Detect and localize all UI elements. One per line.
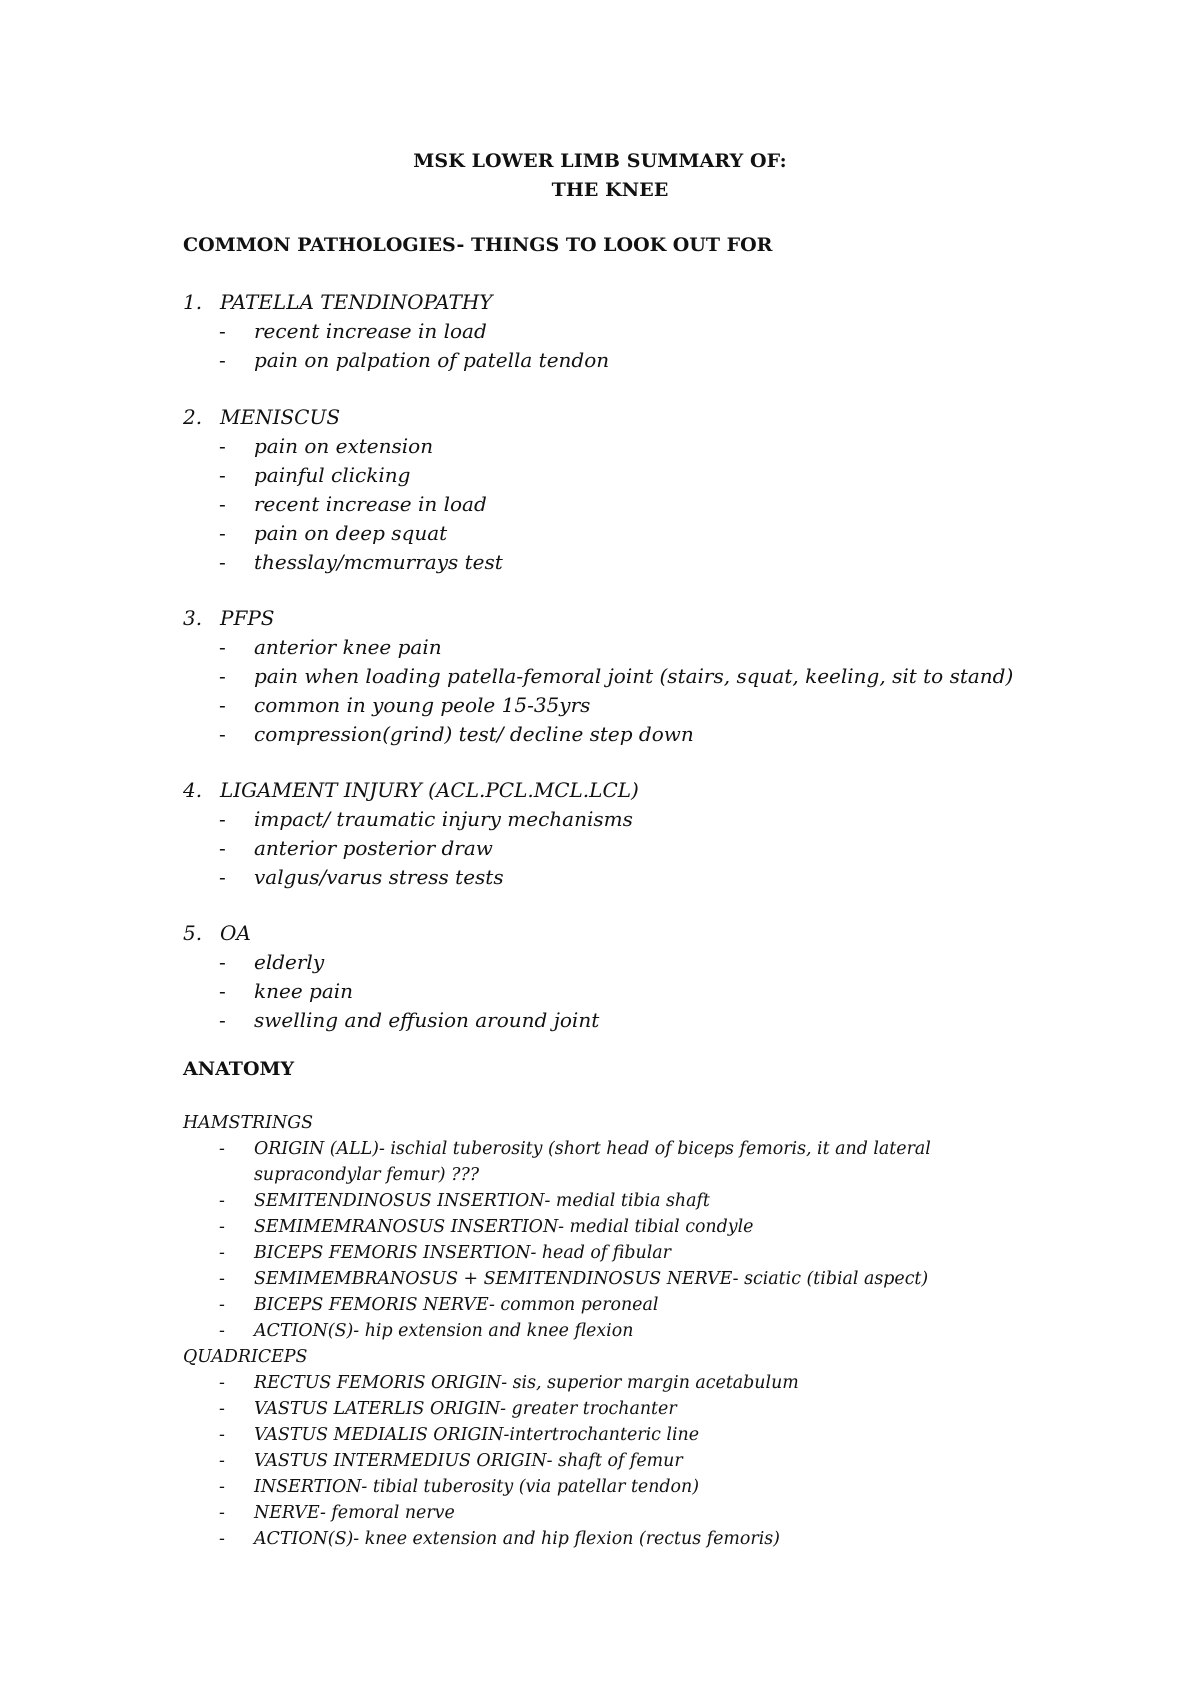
pathology-number: 2. xyxy=(183,405,203,429)
list-item xyxy=(183,1240,931,1266)
list-item-text: recent increase in load xyxy=(254,319,487,343)
pathology-section-3 xyxy=(183,604,1013,749)
pathology-section-1 xyxy=(183,288,609,375)
bullet-dash: - xyxy=(219,1399,225,1419)
list-item xyxy=(183,490,503,519)
list-item xyxy=(183,1292,931,1318)
bullet-dash: - xyxy=(219,319,226,343)
list-item-text: common in young peole 15-35yrs xyxy=(254,693,591,717)
pathology-name: OA xyxy=(220,921,251,945)
list-item-text: NERVE- femoral nerve xyxy=(254,1503,455,1523)
pathology-name: PATELLA TENDINOPATHY xyxy=(220,290,493,314)
bullet-dash: - xyxy=(219,1373,225,1393)
list-item-text: thesslay/mcmurrays test xyxy=(254,550,503,574)
list-item xyxy=(183,1474,931,1500)
list-item xyxy=(183,662,1013,691)
list-item-text: ORIGIN (ALL)- ischial tuberosity (short head of biceps femoris, it and lateral xyxy=(254,1139,931,1159)
quadriceps-heading: QUADRICEPS xyxy=(183,1347,308,1367)
list-item xyxy=(183,834,639,863)
list-item-text: compression(grind) test/ decline step down xyxy=(254,722,694,746)
bullet-dash: - xyxy=(219,635,226,659)
list-item xyxy=(183,805,639,834)
list-item xyxy=(183,1188,931,1214)
bullet-dash: - xyxy=(219,1217,225,1237)
list-item-text: VASTUS LATERLIS ORIGIN- greater trochanter xyxy=(254,1399,677,1419)
anatomy-section xyxy=(183,1110,931,1552)
list-item xyxy=(183,1006,599,1035)
list-item xyxy=(183,1136,931,1162)
list-item-text: supracondylar femur) ??? xyxy=(254,1165,480,1185)
list-item-text: ACTION(S)- knee extension and hip flexion (rectus femoris) xyxy=(254,1529,780,1549)
pathology-name: MENISCUS xyxy=(220,405,341,429)
list-item xyxy=(183,1370,931,1396)
list-item-text: SEMIMEMBRANOSUS + SEMITENDINOSUS NERVE- sciatic (tibial aspect) xyxy=(254,1269,929,1289)
list-item-text: elderly xyxy=(254,950,325,974)
bullet-dash: - xyxy=(219,434,226,458)
bullet-dash: - xyxy=(219,1008,226,1032)
list-item-text: impact/ traumatic injury mechanisms xyxy=(254,807,633,831)
bullet-dash: - xyxy=(219,836,226,860)
bullet-dash: - xyxy=(219,807,226,831)
bullet-dash: - xyxy=(219,1451,225,1471)
document-title: MSK LOWER LIMB SUMMARY OF: xyxy=(413,150,787,172)
bullet-dash: - xyxy=(219,550,226,574)
pathology-name: PFPS xyxy=(220,606,275,630)
bullet-dash: - xyxy=(219,664,226,688)
list-item xyxy=(183,1500,931,1526)
bullet-dash: - xyxy=(219,1529,225,1549)
list-item xyxy=(183,633,1013,662)
bullet-dash: - xyxy=(219,521,226,545)
list-item xyxy=(183,1526,931,1552)
list-item xyxy=(183,1422,931,1448)
pathology-number: 5. xyxy=(183,921,203,945)
list-item-text: pain on extension xyxy=(254,434,434,458)
list-item xyxy=(183,948,599,977)
list-item-text: pain on deep squat xyxy=(254,521,448,545)
pathologies-heading: COMMON PATHOLOGIES- THINGS TO LOOK OUT FOR xyxy=(183,234,773,256)
pathology-title xyxy=(183,776,639,805)
list-item-text: VASTUS MEDIALIS ORIGIN-intertrochanteric line xyxy=(254,1425,700,1445)
bullet-dash: - xyxy=(219,1139,225,1159)
list-item xyxy=(183,548,503,577)
bullet-dash: - xyxy=(219,1191,225,1211)
list-item-text: BICEPS FEMORIS INSERTION- head of fibular xyxy=(254,1243,671,1263)
bullet-dash: - xyxy=(219,463,226,487)
list-item xyxy=(183,691,1013,720)
list-item-text: anterior posterior draw xyxy=(254,836,493,860)
hamstrings-heading: HAMSTRINGS xyxy=(183,1113,314,1133)
list-item-text: valgus/varus stress tests xyxy=(254,865,504,889)
list-item-text: painful clicking xyxy=(254,463,411,487)
bullet-dash: - xyxy=(219,1269,225,1289)
list-item xyxy=(183,346,609,375)
pathology-title xyxy=(183,403,503,432)
list-item xyxy=(183,1214,931,1240)
pathology-section-5 xyxy=(183,919,599,1035)
list-item-text: SEMITENDINOSUS INSERTION- medial tibia shaft xyxy=(254,1191,710,1211)
list-item-text: pain on palpation of patella tendon xyxy=(254,348,610,372)
list-item-text: swelling and effusion around joint xyxy=(254,1008,600,1032)
pathology-section-2 xyxy=(183,403,503,577)
list-item-continuation xyxy=(183,1162,931,1188)
list-item-text: pain when loading patella-femoral joint (stairs, squat, keeling, sit to stand) xyxy=(254,664,1014,688)
bullet-dash: - xyxy=(219,1321,225,1341)
bullet-dash: - xyxy=(219,722,226,746)
list-item xyxy=(183,461,503,490)
bullet-dash: - xyxy=(219,348,226,372)
list-item-text: INSERTION- tibial tuberosity (via patellar tendon) xyxy=(254,1477,700,1497)
list-item-text: BICEPS FEMORIS NERVE- common peroneal xyxy=(254,1295,659,1315)
pathology-number: 4. xyxy=(183,778,203,802)
bullet-dash: - xyxy=(219,1477,225,1497)
list-item xyxy=(183,1448,931,1474)
pathology-name: LIGAMENT INJURY (ACL.PCL.MCL.LCL) xyxy=(220,778,639,802)
pathology-number: 1. xyxy=(183,290,203,314)
bullet-dash: - xyxy=(219,693,226,717)
list-item-text: recent increase in load xyxy=(254,492,487,516)
list-item xyxy=(183,720,1013,749)
bullet-dash: - xyxy=(219,1243,225,1263)
list-item xyxy=(183,977,599,1006)
list-item xyxy=(183,432,503,461)
pathology-title xyxy=(183,919,599,948)
list-item-text: SEMIMEMRANOSUS INSERTION- medial tibial condyle xyxy=(254,1217,754,1237)
bullet-dash: - xyxy=(219,1425,225,1445)
pathology-title xyxy=(183,288,609,317)
list-item-text: ACTION(S)- hip extension and knee flexion xyxy=(254,1321,634,1341)
pathology-section-4 xyxy=(183,776,639,892)
bullet-dash: - xyxy=(219,1503,225,1523)
pathology-number: 3. xyxy=(183,606,203,630)
list-item-text: RECTUS FEMORIS ORIGIN- sis, superior margin acetabulum xyxy=(254,1373,799,1393)
list-item xyxy=(183,1396,931,1422)
pathology-title xyxy=(183,604,1013,633)
bullet-dash: - xyxy=(219,950,226,974)
list-item xyxy=(183,317,609,346)
list-item-text: knee pain xyxy=(254,979,354,1003)
bullet-dash: - xyxy=(219,865,226,889)
list-item-text: VASTUS INTERMEDIUS ORIGIN- shaft of femur xyxy=(254,1451,683,1471)
anatomy-heading: ANATOMY xyxy=(183,1058,295,1080)
bullet-dash: - xyxy=(219,492,226,516)
list-item xyxy=(183,1318,931,1344)
list-item-text: anterior knee pain xyxy=(254,635,442,659)
bullet-dash: - xyxy=(219,1295,225,1315)
bullet-dash: - xyxy=(219,979,226,1003)
list-item xyxy=(183,519,503,548)
list-item xyxy=(183,863,639,892)
document-subtitle: THE KNEE xyxy=(551,179,669,201)
list-item xyxy=(183,1266,931,1292)
